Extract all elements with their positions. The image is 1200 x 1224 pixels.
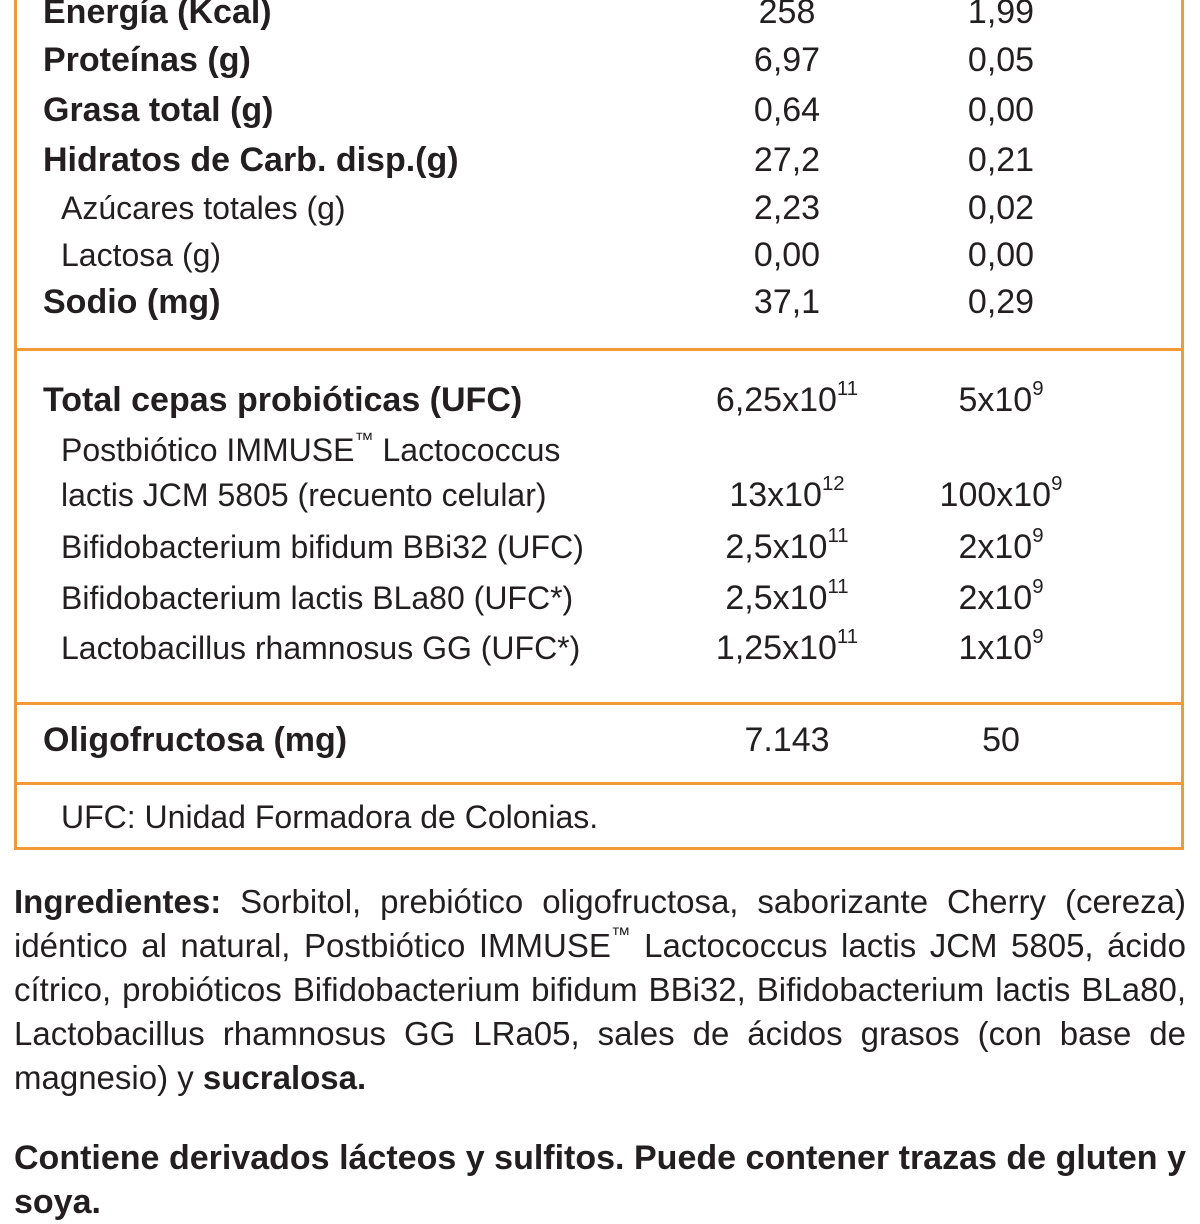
row-label: Energía (Kcal) <box>43 0 272 31</box>
value-per-serving: 27,2 <box>753 141 821 179</box>
row-label: Azúcares totales (g) <box>61 190 346 226</box>
value-per-unit: 0,05 <box>967 41 1035 79</box>
row-label: Bifidobacterium lactis BLa80 (UFC*) <box>61 580 574 616</box>
value-per-unit: 50 <box>982 721 1020 759</box>
section-divider <box>17 702 1181 705</box>
ingredients-heading: Ingredientes: <box>14 883 222 920</box>
footnote-text: UFC: Unidad Formadora de Colonias. <box>61 799 599 835</box>
row-label: Hidratos de Carb. disp.(g) <box>43 141 459 179</box>
value-per-serving: $2,5x10^{11}$ <box>725 575 849 617</box>
value-per-serving: 37,1 <box>753 283 821 321</box>
value-per-unit: 0,00 <box>967 236 1035 274</box>
value-per-serving: 2,23 <box>753 189 821 227</box>
allergen-warning: Contiene derivados lácteos y sulfitos. Puede contener trazas de gluten y soya. <box>14 1139 1186 1221</box>
row-label: Oligofructosa (mg) <box>43 721 348 759</box>
row-label: Proteínas (g) <box>43 41 251 79</box>
row-label: Grasa total (g) <box>43 91 274 129</box>
value-per-serving: 0,00 <box>753 236 821 274</box>
ingredients-paragraph: Ingredientes: Sorbitol, prebiótico oligofructosa, saborizante Cherry (cereza) idéntico al natural, Postbiótico IMMUSE™ Lactococcus lactis JCM 5805, ácido cítrico, probióticos Bifidobacterium bifidum BBi32, Bifidobacterium lactis BLa80, Lactobacillus rhamnosus GG LRa05, sales de ácidos grasos (con base de magnesio) y sucralosa. <box>14 883 1186 1096</box>
nutrition-table <box>14 0 1184 850</box>
row-label: Total cepas probióticas (UFC) <box>43 381 523 419</box>
value-per-serving: $2,5x10^{11}$ <box>725 524 849 566</box>
value-per-serving: $1,25x10^{11}$ <box>715 625 859 667</box>
value-per-unit: 1,99 <box>967 0 1035 31</box>
value-per-serving: 258 <box>758 0 816 31</box>
value-per-unit: $1x10^9$ <box>958 625 1044 667</box>
value-per-serving: $13x10^{12}$ <box>729 472 845 514</box>
value-per-unit: 0,02 <box>967 189 1035 227</box>
trademark-symbol: ™ <box>610 924 631 947</box>
value-per-serving: $6,25x10^{11}$ <box>715 377 859 419</box>
value-per-unit: 0,29 <box>967 283 1035 321</box>
row-label: Postbiótico IMMUSE™ Lactococcus <box>61 429 561 468</box>
value-per-serving: 7.143 <box>744 721 830 759</box>
row-label: lactis JCM 5805 (recuento celular) <box>61 477 547 513</box>
value-per-unit: $2x10^9$ <box>958 524 1044 566</box>
value-per-unit: $5x10^9$ <box>958 377 1044 419</box>
value-per-serving: 6,97 <box>753 41 821 79</box>
row-label: Sodio (mg) <box>43 283 221 321</box>
value-per-unit: $2x10^9$ <box>958 575 1044 617</box>
section-divider <box>17 782 1181 785</box>
value-per-unit: $100x10^9$ <box>939 472 1063 514</box>
row-label: Lactosa (g) <box>61 237 222 273</box>
value-per-unit: 0,21 <box>967 141 1035 179</box>
section-divider <box>17 348 1181 351</box>
row-label: Bifidobacterium bifidum BBi32 (UFC) <box>61 529 584 565</box>
value-per-serving: 0,64 <box>753 91 821 129</box>
row-label: Lactobacillus rhamnosus GG (UFC*) <box>61 630 581 666</box>
value-per-unit: 0,00 <box>967 91 1035 129</box>
